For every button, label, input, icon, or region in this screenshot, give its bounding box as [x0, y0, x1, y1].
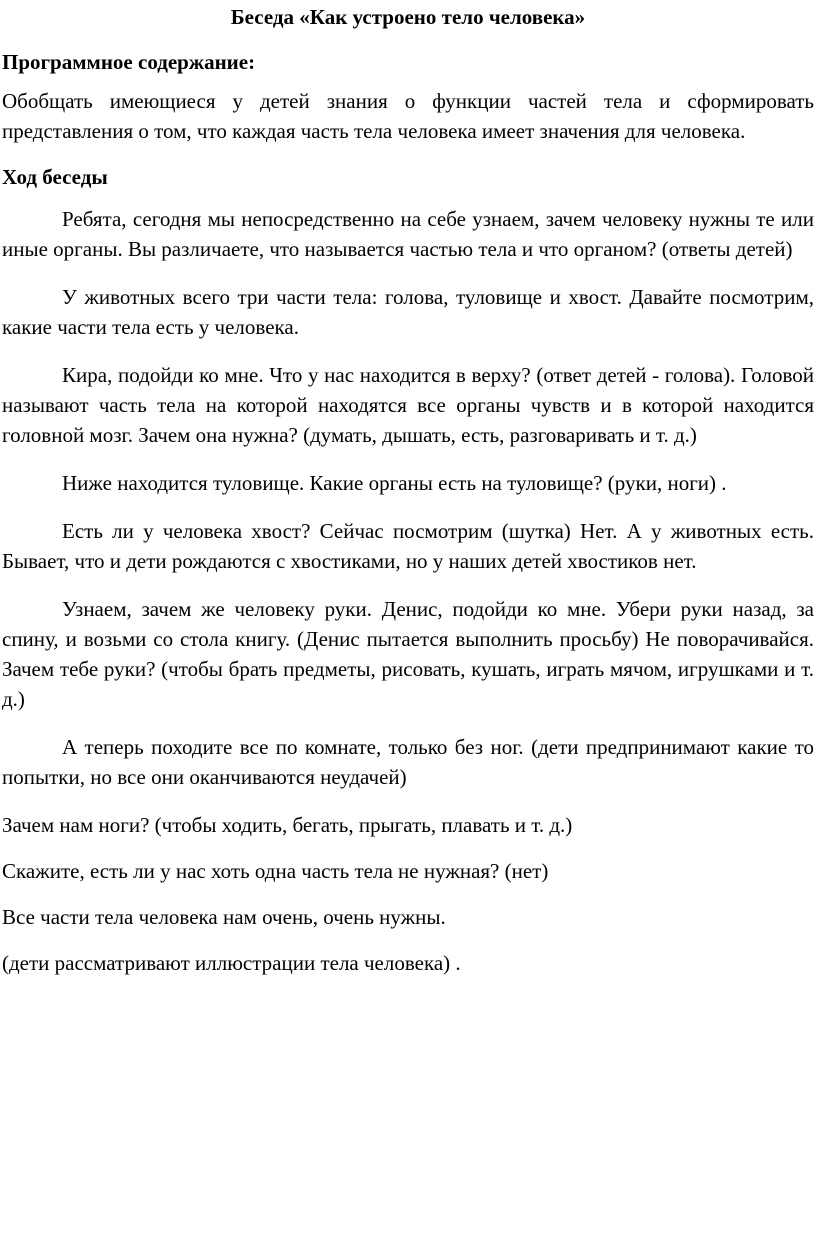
course-heading: Ход беседы — [2, 165, 108, 189]
closing-line-illustrations: (дети рассматривают иллюстрации тела человека) . — [2, 951, 461, 975]
document-title: Беседа «Как устроено тело человека» — [230, 5, 586, 29]
paragraph-head: Кира, подойди ко мне. Что у нас находится в верху? (ответ детей - голова). Головой называют часть тела на которой находятся все органы чувств и в которой находится головной мозг. Зачем она нужна? (думать, дышать, есть, разговаривать и т. д.) — [2, 363, 814, 447]
paragraph-legs: А теперь походите все по комнате, только без ног. (дети предпринимают какие то попытки, но все они оканчиваются неудачей) — [2, 735, 814, 789]
paragraph-tail: Есть ли у человека хвост? Сейчас посмотрим (шутка) Нет. А у животных есть. Бывает, что и дети рождаются с хвостиками, но у наших детей хвостиков нет. — [2, 519, 814, 573]
paragraph-animals: У животных всего три части тела: голова, туловище и хвост. Давайте посмотрим, какие части тела есть у человека. — [2, 285, 814, 339]
closing-line-summary: Все части тела человека нам очень, очень нужны. — [2, 905, 446, 929]
closing-line-question: Скажите, есть ли у нас хоть одна часть тела не нужная? (нет) — [2, 859, 549, 883]
program-text: Обобщать имеющиеся у детей знания о функции частей тела и сформировать представления о том, что каждая часть тела человека имеет значения для человека. — [2, 89, 814, 143]
program-heading: Программное содержание: — [2, 50, 256, 74]
paragraph-intro: Ребята, сегодня мы непосредственно на себе узнаем, зачем человеку нужны те или иные органы. Вы различаете, что называется частью тела и что органом? (ответы детей) — [2, 207, 814, 261]
closing-line-legs: Зачем нам ноги? (чтобы ходить, бегать, прыгать, плавать и т. д.) — [2, 813, 573, 837]
paragraph-hands: Узнаем, зачем же человеку руки. Денис, подойди ко мне. Убери руки назад, за спину, и возьми со стола книгу. (Денис пытается выполнить просьбу) Не поворачивайся. Зачем тебе руки? (чтобы брать предметы, рисовать, кушать, играть мячом, игрушками и т. д.) — [2, 597, 814, 711]
paragraph-torso: Ниже находится туловище. Какие органы есть на туловище? (руки, ноги) . — [62, 471, 727, 495]
